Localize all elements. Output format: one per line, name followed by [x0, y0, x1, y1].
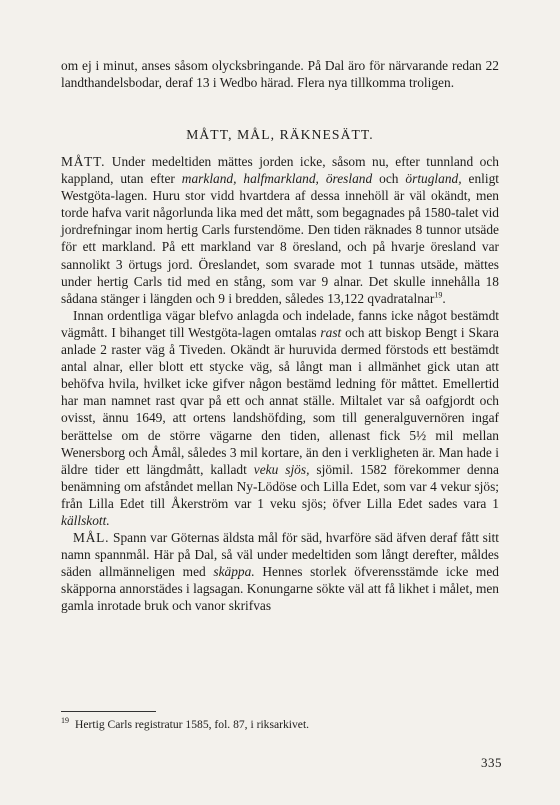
page-number: 335	[481, 755, 502, 770]
text-run: .	[442, 290, 446, 306]
text-run: och	[372, 171, 406, 187]
footnote-divider	[61, 711, 156, 712]
italic-term: örtugland,	[405, 171, 462, 187]
paragraph-top: om ej i minut, anses såsom olycksbringande. På Dal äro för närvarande redan 22 landthandelsbodar, deraf 13 i Wedbo härad. Flera nya tillkomma troligen.	[61, 58, 499, 91]
footnote-ref: 19	[434, 290, 443, 300]
text-run: Under medeltiden mättes jorden icke, såsom nu, efter tunnland och kappland, utan efter	[61, 154, 499, 187]
footnote	[61, 718, 499, 732]
paragraph-vagmatt	[61, 307, 499, 529]
footnote-text: Hertig Carls registratur 1585, fol. 87, i riksarkivet.	[75, 718, 310, 731]
paragraph-lead-matt: MÅTT.	[61, 154, 106, 169]
top-text-block	[61, 57, 499, 91]
paragraph-matt	[61, 153, 499, 307]
italic-term: rast	[320, 324, 342, 340]
italic-term: markland, halfmarkland, öresland	[181, 171, 373, 187]
text-run: Innan ordentliga vägar blefvo anlagda och indelade, fanns icke något bestämdt vägmått. I bihanget till Westgöta-lagen omtalas	[61, 307, 499, 340]
text-run: och att biskop Bengt i Skara anlade 2 raster väg å Tiveden. Okändt är huruvida dermed förstods ett bestämdt antal alnar, eller blott ett stycke väg, så långt man i allmänhet gick utan att behöfva hvila, hvilket icke gifver någon bestämd ledning för måttet. Emellertid har man namnet rast qvar på ett och annat ställe. Miltalet var så oafgjordt och ovisst, ännu 1649, att ortens landshöfding, som till generalguvernören ingaf berättelse om de större vägarne den tiden, allenast fick 5½ mil mellan Wenersborg och Åmål, således 3 mil kortare, än den i verkligheten är. Man hade i äldre tider ett längdmått, kalladt	[61, 324, 499, 477]
italic-term: källskott.	[61, 512, 110, 528]
section-heading: MÅTT, MÅL, RÄKNESÄTT.	[186, 127, 374, 142]
italic-term: skäppa.	[213, 564, 255, 580]
text-run: enligt Westgöta-lagen. Huru stor vidd hvartdera af dessa innehöll är väl okändt, men torde hafva varit någorlunda lika med det mått, som begagnades på 1580-talet vid jordrefningar inom hertig Carls furstendöme. Den tiden räknades 8 tunnor utsäde för ett markland. På ett markland var 8 öresland, och på hvarje öresland var sannolikt 3 örtugs jord. Öreslandet, som svarade mot 1 tunnas utsäde, mättes under hertig Carls tid med en stång, som var 9 alnar. Det skulle innehålla 18 sådana stänger i längden och 9 i bredden, således 13,122 qvadratalnar	[61, 171, 500, 306]
paragraph-lead-mal: MÅL.	[73, 530, 110, 546]
text-run: sjömil. 1582 förekommer denna benämning om afståndet mellan Ny-Lödöse och Lilla Edet, som var 4 vekur sjös; från Lilla Edet till Åkerström var 1 veku sjös; öfver Lilla Edet sades vara 1	[61, 461, 499, 511]
text-run: Spann var Göternas äldsta mål för säd, hvarföre säd äfven deraf fått sitt namn spannmål. Här på Dal, så väl under medeltiden som långt derefter, måldes säden allmänneligen med	[61, 530, 499, 580]
text-run: Hennes storlek öfverensstämde icke med skäpporna annorstädes i lagsagan. Konungarne sökte väl att få likhet i målet, men gamla inrotade bruk och vanor skrifvas	[61, 564, 499, 614]
paragraph-mal	[61, 529, 499, 614]
body-text-block	[61, 153, 499, 615]
footnote-number: 19	[61, 716, 69, 726]
italic-term: veku sjös,	[253, 461, 310, 477]
